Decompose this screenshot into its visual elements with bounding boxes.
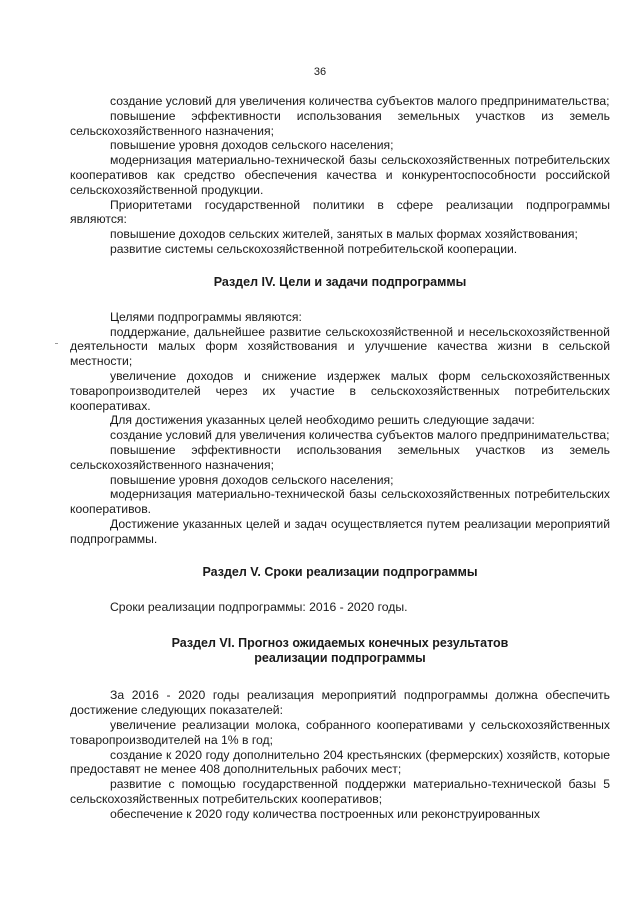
paragraph: повышение уровня доходов сельского населения; [110,138,394,153]
section-heading-vi [70,636,610,666]
paragraph: повышение эффективности использования земельных участков из земель сельскохозяйственного назначения; [70,442,610,472]
paragraph: повышение уровня доходов сельского населения; [110,472,394,487]
paragraph: развитие системы сельскохозяйственной потребительской кооперации. [110,241,518,256]
paragraph: создание к 2020 году дополнительно 204 крестьянских (фермерских) хозяйств, которые предоставят не менее 408 дополнительных рабочих мест; [70,747,610,777]
margin-mark [55,343,58,344]
paragraph: Приоритетами государственной политики в сфере реализации подпрограммы являются: [70,197,610,227]
paragraph: Достижение указанных целей и задач осуществляется путем реализации мероприятий подпрограммы. [70,516,610,546]
section-heading-v: Раздел V. Сроки реализации подпрограммы [202,564,478,579]
paragraph: повышение доходов сельских жителей, занятых в малых формах хозяйствования; [110,227,578,242]
section-heading-vi-line1: Раздел VI. Прогноз ожидаемых конечных результатов [171,636,509,651]
paragraph: Для достижения указанных целей необходимо решить следующие задачи: [110,413,535,428]
document-body [70,94,610,821]
section-heading-iv: Раздел IV. Цели и задачи подпрограммы [213,274,467,289]
paragraph: Сроки реализации подпрограммы: 2016 - 2020 годы. [110,599,408,614]
paragraph: развитие с помощью государственной поддержки материально-технической базы 5 сельскохозяйственных потребительских кооперативов; [70,777,610,806]
paragraph: модернизация материально-технической базы сельскохозяйственных потребительских кооперативов. [70,487,610,517]
paragraph: За 2016 - 2020 годы реализация мероприятий подпрограммы должна обеспечить достижение следующих показателей: [70,688,610,718]
paragraph: создание условий для увеличения количества субъектов малого предпринимательства; [110,94,610,108]
section-heading-vi-line2: реализации подпрограммы [254,651,426,666]
paragraph: увеличение реализации молока, собранного кооперативами у сельскохозяйственных товаропроизводителей на 1% в год; [70,717,610,747]
paragraph: модернизация материально-технической базы сельскохозяйственных потребительских кооперативов как средство обеспечения качества и конкурентоспособности российской сельскохозяйственной продукции. [70,153,610,197]
paragraph: Целями подпрограммы являются: [110,309,302,324]
paragraph: создание условий для увеличения количества субъектов малого предпринимательства; [110,428,610,443]
paragraph: обеспечение к 2020 году количества построенных или реконструированных [110,806,540,821]
page-number: 36 [313,66,327,78]
paragraph: повышение эффективности использования земельных участков из земель сельскохозяйственного назначения; [70,108,610,138]
paragraph: поддержание, дальнейшее развитие сельскохозяйственной и несельскохозяйственной деятельности малых форм хозяйствования и улучшение качества жизни в сельской местности; [70,324,610,369]
paragraph: увеличение доходов и снижение издержек малых форм сельскохозяйственных товаропроизводителей через их участие в сельскохозяйственных потребительских кооперативах. [70,368,610,413]
